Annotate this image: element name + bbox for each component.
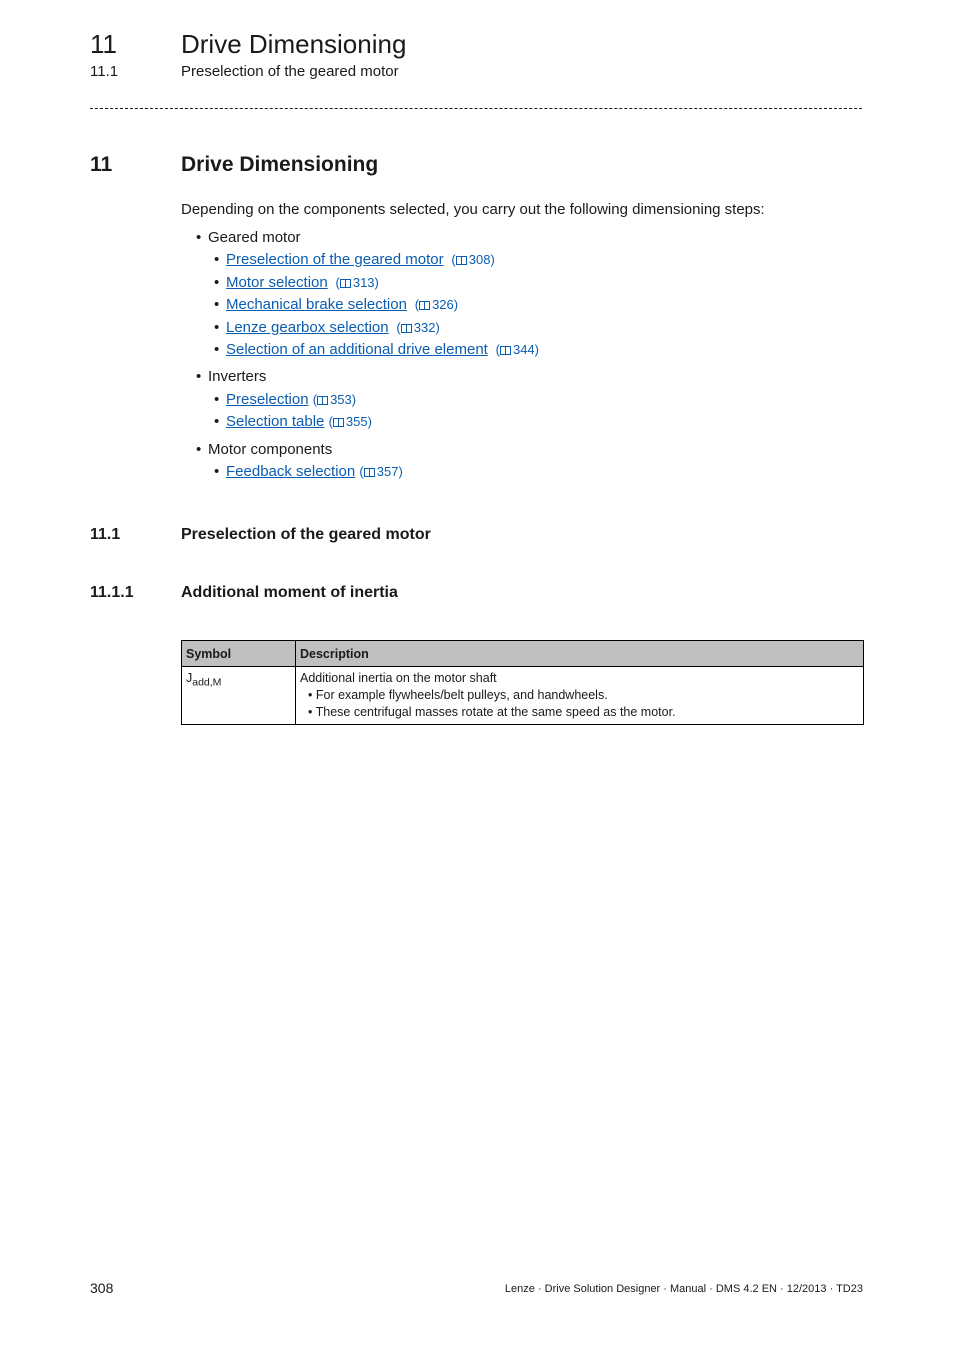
book-icon [456,256,467,265]
symbol-table [181,640,864,725]
list-item [214,319,440,337]
list-item [214,413,372,431]
header-chapter-title: Drive Dimensioning [181,29,407,59]
book-icon [401,324,412,333]
group-inverters [196,368,266,386]
description-bullet: • These centrifugal masses rotate at the same speed as the motor. [308,705,676,719]
intro-paragraph: Depending on the components selected, you carry out the following dimensioning steps: [181,201,765,218]
section-heading-number: 11.1 [90,526,121,543]
header-section-number: 11.1 [90,63,119,80]
book-icon [317,396,328,405]
bullet: • [196,368,202,385]
group-label: Inverters [208,368,267,385]
section-heading-title: Preselection of the geared motor [181,526,431,543]
column-header-symbol: Symbol [182,641,296,667]
link-lenze-gearbox-selection[interactable]: Lenze gearbox selection [226,319,389,336]
group-motor-components [196,441,332,459]
group-label: Geared motor [208,229,301,246]
list-item [214,341,539,359]
header-divider [90,108,862,109]
description-bullet: • For example flywheels/belt pulleys, and handwheels. [308,688,608,702]
bullet: • [214,296,220,313]
list-item [214,274,379,292]
bullet: • [214,341,220,358]
book-icon [333,418,344,427]
link-preselection-geared-motor[interactable]: Preselection of the geared motor [226,251,444,268]
page-number: 308 [90,1280,114,1296]
subsection-heading-number: 11.1.1 [90,584,134,601]
group-geared-motor [196,229,301,247]
bullet: • [214,413,220,430]
list-item [214,296,458,314]
page-ref[interactable]: ( 332) [392,320,440,335]
page-ref[interactable]: ( 355) [328,414,372,429]
list-item [214,251,495,269]
bullet: • [214,391,220,408]
table-header-row [182,641,864,667]
bullet: • [214,274,220,291]
chapter-heading-title: Drive Dimensioning [181,153,379,176]
bullet: • [214,251,220,268]
page-ref[interactable]: ( 308) [447,252,495,267]
page-ref[interactable]: ( 344) [492,342,540,357]
list-item [214,391,356,409]
symbol-cell: $J_{add,M}$ [182,667,296,725]
chapter-heading-number: 11 [90,153,113,176]
description-text: Additional inertia on the motor shaft [300,671,497,685]
link-motor-selection[interactable]: Motor selection [226,274,328,291]
link-additional-drive-element[interactable]: Selection of an additional drive element [226,341,488,358]
bullet: • [196,441,202,458]
description-cell [296,667,864,725]
book-icon [500,346,511,355]
group-label: Motor components [208,441,333,458]
header-chapter-number: 11 [90,29,117,59]
bullet: • [214,319,220,336]
header-section-title: Preselection of the geared motor [181,63,399,80]
book-icon [419,301,430,310]
link-preselection[interactable]: Preselection [226,391,309,408]
link-mechanical-brake-selection[interactable]: Mechanical brake selection [226,296,407,313]
page-ref[interactable]: ( 313) [331,275,379,290]
footer-doc-info: Lenze · Drive Solution Designer · Manual · DMS 4.2 EN · 12/2013 · TD23 [504,1283,863,1295]
table-row [182,667,864,725]
book-icon [364,468,375,477]
list-item [214,463,403,481]
subsection-heading-title: Additional moment of inertia [181,584,398,601]
page-ref[interactable]: ( 326) [411,297,459,312]
page-ref[interactable]: ( 357) [359,464,403,479]
column-header-description: Description [296,641,864,667]
bullet: • [196,229,202,246]
link-feedback-selection[interactable]: Feedback selection [226,463,356,480]
book-icon [340,279,351,288]
page-ref[interactable]: ( 353) [312,392,357,407]
link-selection-table[interactable]: Selection table [226,413,325,430]
bullet: • [214,463,220,480]
